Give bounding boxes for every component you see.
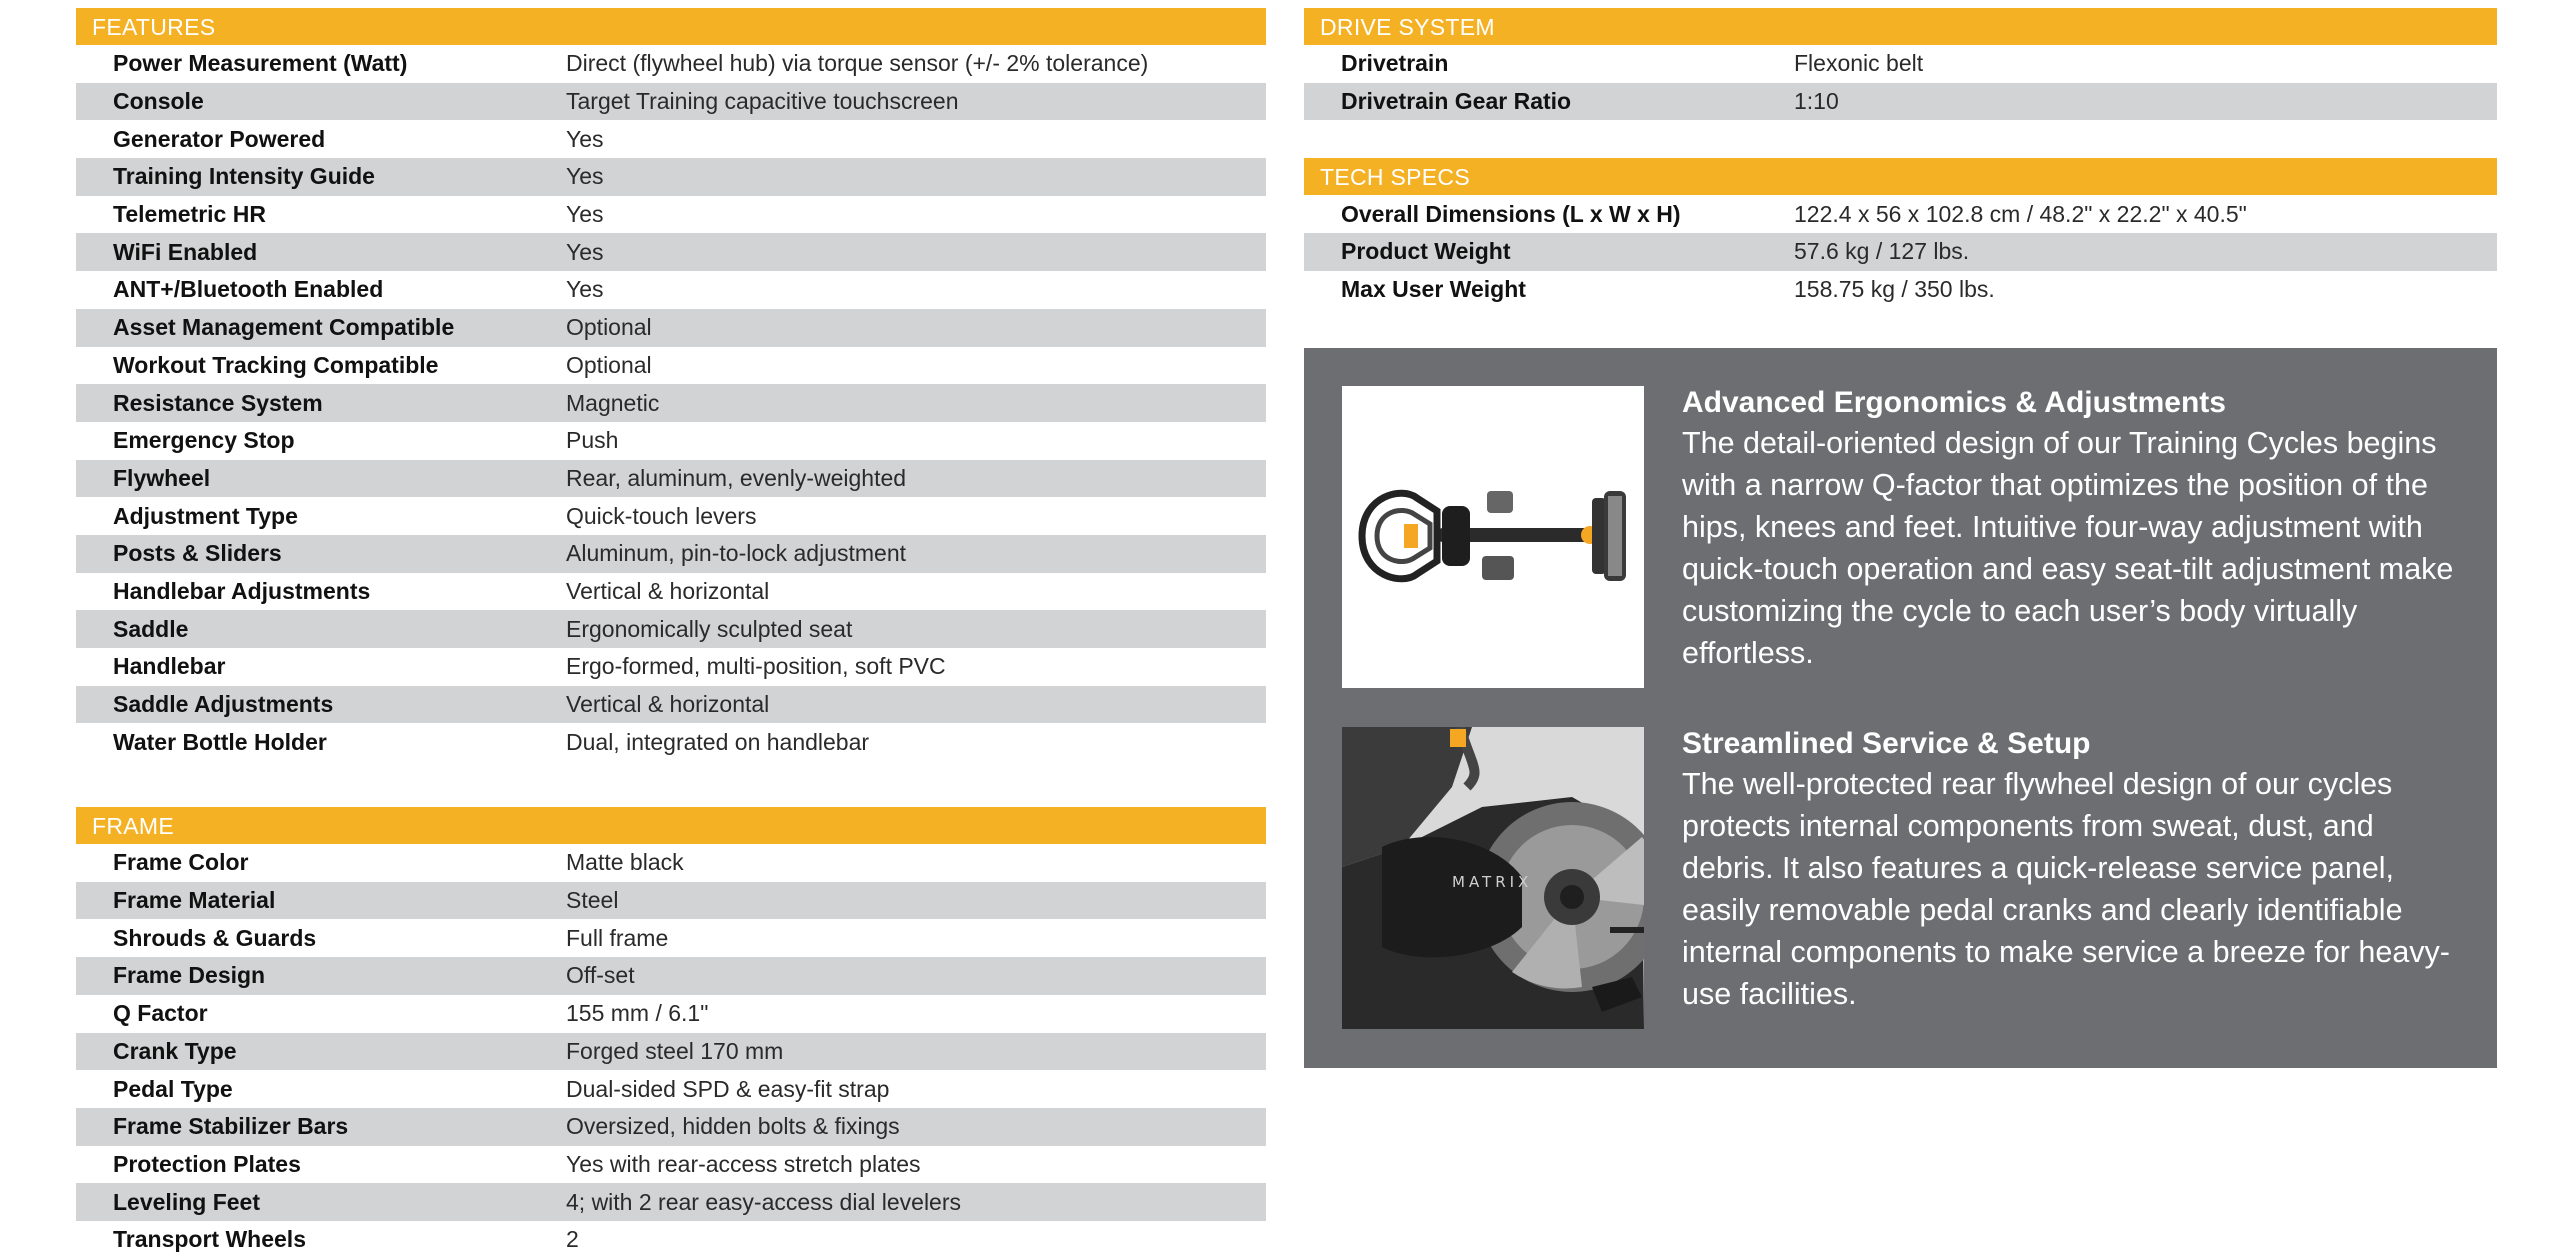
spec-label: Transport Wheels [113,1226,306,1253]
spec-label: Telemetric HR [113,201,266,228]
spec-row [76,1108,1266,1146]
spec-row [76,384,1266,422]
spec-row [76,45,1266,83]
bike-top-view-image [1342,386,1644,688]
spec-row [76,1033,1266,1071]
spec-label: Frame Stabilizer Bars [113,1113,349,1140]
spec-label: Protection Plates [113,1150,301,1177]
spec-row [76,196,1266,234]
spec-value: Ergo-formed, multi-position, soft PVC [566,653,946,680]
spec-label: Crank Type [113,1037,237,1064]
spec-label: Max User Weight [1341,276,1526,303]
spec-row [76,844,1266,882]
spec-value: Vertical & horizontal [566,691,770,718]
spec-label: Saddle Adjustments [113,691,334,718]
spec-value: Optional [566,314,652,341]
spec-value: Optional [566,351,652,378]
spec-value: Rear, aluminum, evenly-weighted [566,464,907,491]
frame-rows [76,844,1266,1259]
spec-label: Leveling Feet [113,1188,260,1215]
features-section [76,8,1266,761]
spec-row [76,882,1266,920]
spec-label: Frame Design [113,962,266,989]
spec-label: Q Factor [113,1000,208,1027]
spec-value: 1:10 [1794,88,1839,115]
spec-row [76,1146,1266,1184]
spec-value: Push [566,427,619,454]
spec-row [1304,195,2497,233]
spec-label: Flywheel [113,464,211,491]
spec-label: Workout Tracking Compatible [113,351,439,378]
spec-label: Pedal Type [113,1075,233,1102]
spec-label: Posts & Sliders [113,540,282,567]
features-rows [76,45,1266,761]
spec-row [1304,45,2497,83]
spec-row [76,919,1266,957]
highlight-title: Streamlined Service & Setup [1682,727,2091,760]
spec-value: Direct (flywheel hub) via torque sensor (+/- 2% tolerance) [566,50,1149,77]
matrix-logo: MATRIX [1452,873,1533,891]
tech-specs-rows [1304,195,2497,308]
highlights-panel [1304,348,2497,1068]
spec-value: Yes [566,201,604,228]
spec-row [76,83,1266,121]
flywheel-closeup-image [1342,727,1644,1029]
spec-row [76,233,1266,271]
spec-value: Flexonic belt [1794,50,1924,77]
spec-label: Adjustment Type [113,502,298,529]
spec-label: Drivetrain [1341,50,1449,77]
spec-row [76,686,1266,724]
spec-label: Shrouds & Guards [113,924,317,951]
drive-system-rows [1304,45,2497,120]
spec-value: Dual, integrated on handlebar [566,728,870,755]
spec-value: Oversized, hidden bolts & fixings [566,1113,900,1140]
spec-value: 122.4 x 56 x 102.8 cm / 48.2" x 22.2" x 40.5" [1794,200,2247,227]
highlight-title: Advanced Ergonomics & Adjustments [1682,386,2226,419]
spec-row [76,271,1266,309]
drive-system-section [1304,8,2497,120]
spec-value: Target Training capacitive touchscreen [566,88,959,115]
highlight-service [1342,727,2462,1029]
spec-label: Console [113,88,204,115]
spec-value: Quick-touch levers [566,502,757,529]
spec-row [76,1183,1266,1221]
spec-value: Aluminum, pin-to-lock adjustment [566,540,907,567]
spec-row [76,723,1266,761]
spec-row [76,1070,1266,1108]
spec-label: Generator Powered [113,125,326,152]
spec-label: Resistance System [113,389,323,416]
frame-header: FRAME [76,807,1266,844]
spec-value: Off-set [566,962,635,989]
spec-row [76,610,1266,648]
spec-label: Frame Material [113,887,276,914]
spec-label: Overall Dimensions (L x W x H) [1341,200,1681,227]
spec-label: Drivetrain Gear Ratio [1341,88,1572,115]
spec-label: Handlebar [113,653,226,680]
spec-label: Saddle [113,615,189,642]
highlight-body: The detail-oriented design of our Training Cycles begins with a narrow Q-factor that optimizes the position of the hips, knees and feet. Intuitive four-way adjustment with quick-touch operation and easy seat-tilt adjustment make customizing the cycle to each user’s body virtually effortless. [1682,426,2454,670]
tech-specs-header: TECH SPECS [1304,158,2497,195]
spec-row [1304,271,2497,309]
spec-value: Vertical & horizontal [566,577,770,604]
spec-label: ANT+/Bluetooth Enabled [113,276,384,303]
spec-value: Yes [566,125,604,152]
spec-label: Water Bottle Holder [113,728,327,755]
spec-row [1304,83,2497,121]
spec-row [76,347,1266,385]
spec-value: Yes [566,238,604,265]
spec-row [76,497,1266,535]
spec-row [76,535,1266,573]
spec-label: Emergency Stop [113,427,295,454]
spec-row [76,422,1266,460]
features-header: FEATURES [76,8,1266,45]
spec-value: 57.6 kg / 127 lbs. [1794,238,1970,265]
left-column [76,8,1266,1259]
spec-row [76,995,1266,1033]
spec-row [76,573,1266,611]
spec-row [76,957,1266,995]
highlight-ergonomics [1342,386,2462,688]
highlight-text [1682,386,2472,674]
spec-value: 158.75 kg / 350 lbs. [1794,276,1995,303]
spec-value: Steel [566,887,619,914]
spec-row [76,460,1266,498]
spec-value: Magnetic [566,389,660,416]
spec-value: Dual-sided SPD & easy-fit strap [566,1075,890,1102]
spec-value: 2 [566,1226,579,1253]
spec-label: Handlebar Adjustments [113,577,371,604]
spec-value: Yes [566,163,604,190]
spec-value: 4; with 2 rear easy-access dial levelers [566,1188,961,1215]
spec-label: Asset Management Compatible [113,314,455,341]
spec-value: Yes [566,276,604,303]
highlight-body: The well-protected rear flywheel design of our cycles protects internal components from sweat, dust, and debris. It also features a quick-release service panel, easily removable pedal cranks and clearly identifiable internal components to make service a breeze for heavy-use facilities. [1682,767,2450,1011]
right-column [1304,8,2497,308]
spec-value: 155 mm / 6.1" [566,1000,709,1027]
spec-row [76,120,1266,158]
spec-label: WiFi Enabled [113,238,258,265]
spec-value: Yes with rear-access stretch plates [566,1150,921,1177]
spec-row [76,648,1266,686]
spec-label: Training Intensity Guide [113,163,375,190]
spec-row [76,1221,1266,1259]
tech-specs-section [1304,158,2497,308]
spec-label: Power Measurement (Watt) [113,50,408,77]
spec-value: Forged steel 170 mm [566,1037,784,1064]
spec-row [1304,233,2497,271]
spec-row [76,158,1266,196]
spec-value: Matte black [566,849,684,876]
spec-label: Frame Color [113,849,249,876]
spec-label: Product Weight [1341,238,1511,265]
spec-value: Ergonomically sculpted seat [566,615,853,642]
frame-section [76,807,1266,1259]
highlight-text [1682,727,2472,1015]
spec-value: Full frame [566,924,669,951]
spec-row [76,309,1266,347]
drive-system-header: DRIVE SYSTEM [1304,8,2497,45]
